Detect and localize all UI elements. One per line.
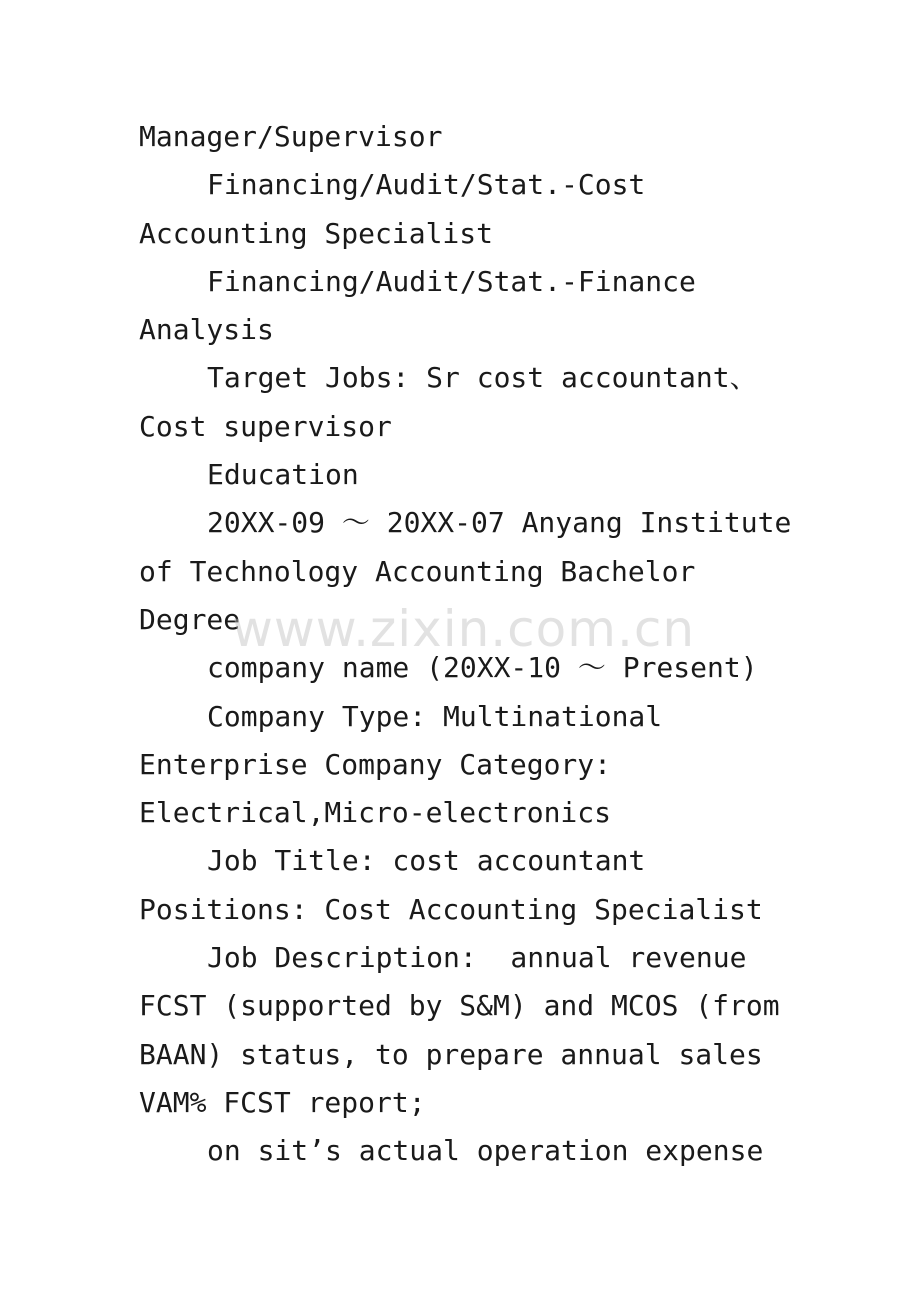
text-line: Degree [139,602,241,636]
text-line: Enterprise Company Category: [139,747,612,781]
text-line: FCST (supported by S&M) and MCOS (from [139,989,780,1023]
resume-text-body [139,113,799,1176]
watermark: www.zixin.com.cn [232,600,696,658]
text-line: Manager/Supervisor [139,120,443,153]
text-line: 20XX-09 ～ 20XX-07 Anyang Institute [207,506,792,540]
text-line: Education [207,458,359,492]
text-line: Job Title: cost accountant [207,844,646,878]
text-line: company name (20XX-10 ～ Present) [207,651,758,685]
text-line: of Technology Accounting Bachelor [139,554,696,588]
text-line: Target Jobs: Sr cost accountant、 [207,361,758,395]
text-line: Cost supervisor [139,409,392,443]
text-line: Company Type: Multinational [207,699,663,733]
text-line: Job Description: annual revenue [207,941,747,975]
text-line: BAAN) status, to prepare annual sales [139,1037,763,1071]
text-line: Financing/Audit/Stat.-Cost [207,168,646,202]
text-line: on sit’s actual operation expense [207,1134,764,1168]
text-line: Analysis [139,313,274,347]
text-line: Electrical,Micro-electronics [139,796,612,830]
text-line: Accounting Specialist [139,216,494,250]
text-line: VAM% FCST report; [139,1085,426,1119]
text-line: Positions: Cost Accounting Specialist [139,892,763,926]
text-line: Financing/Audit/Stat.-Finance [207,264,696,298]
